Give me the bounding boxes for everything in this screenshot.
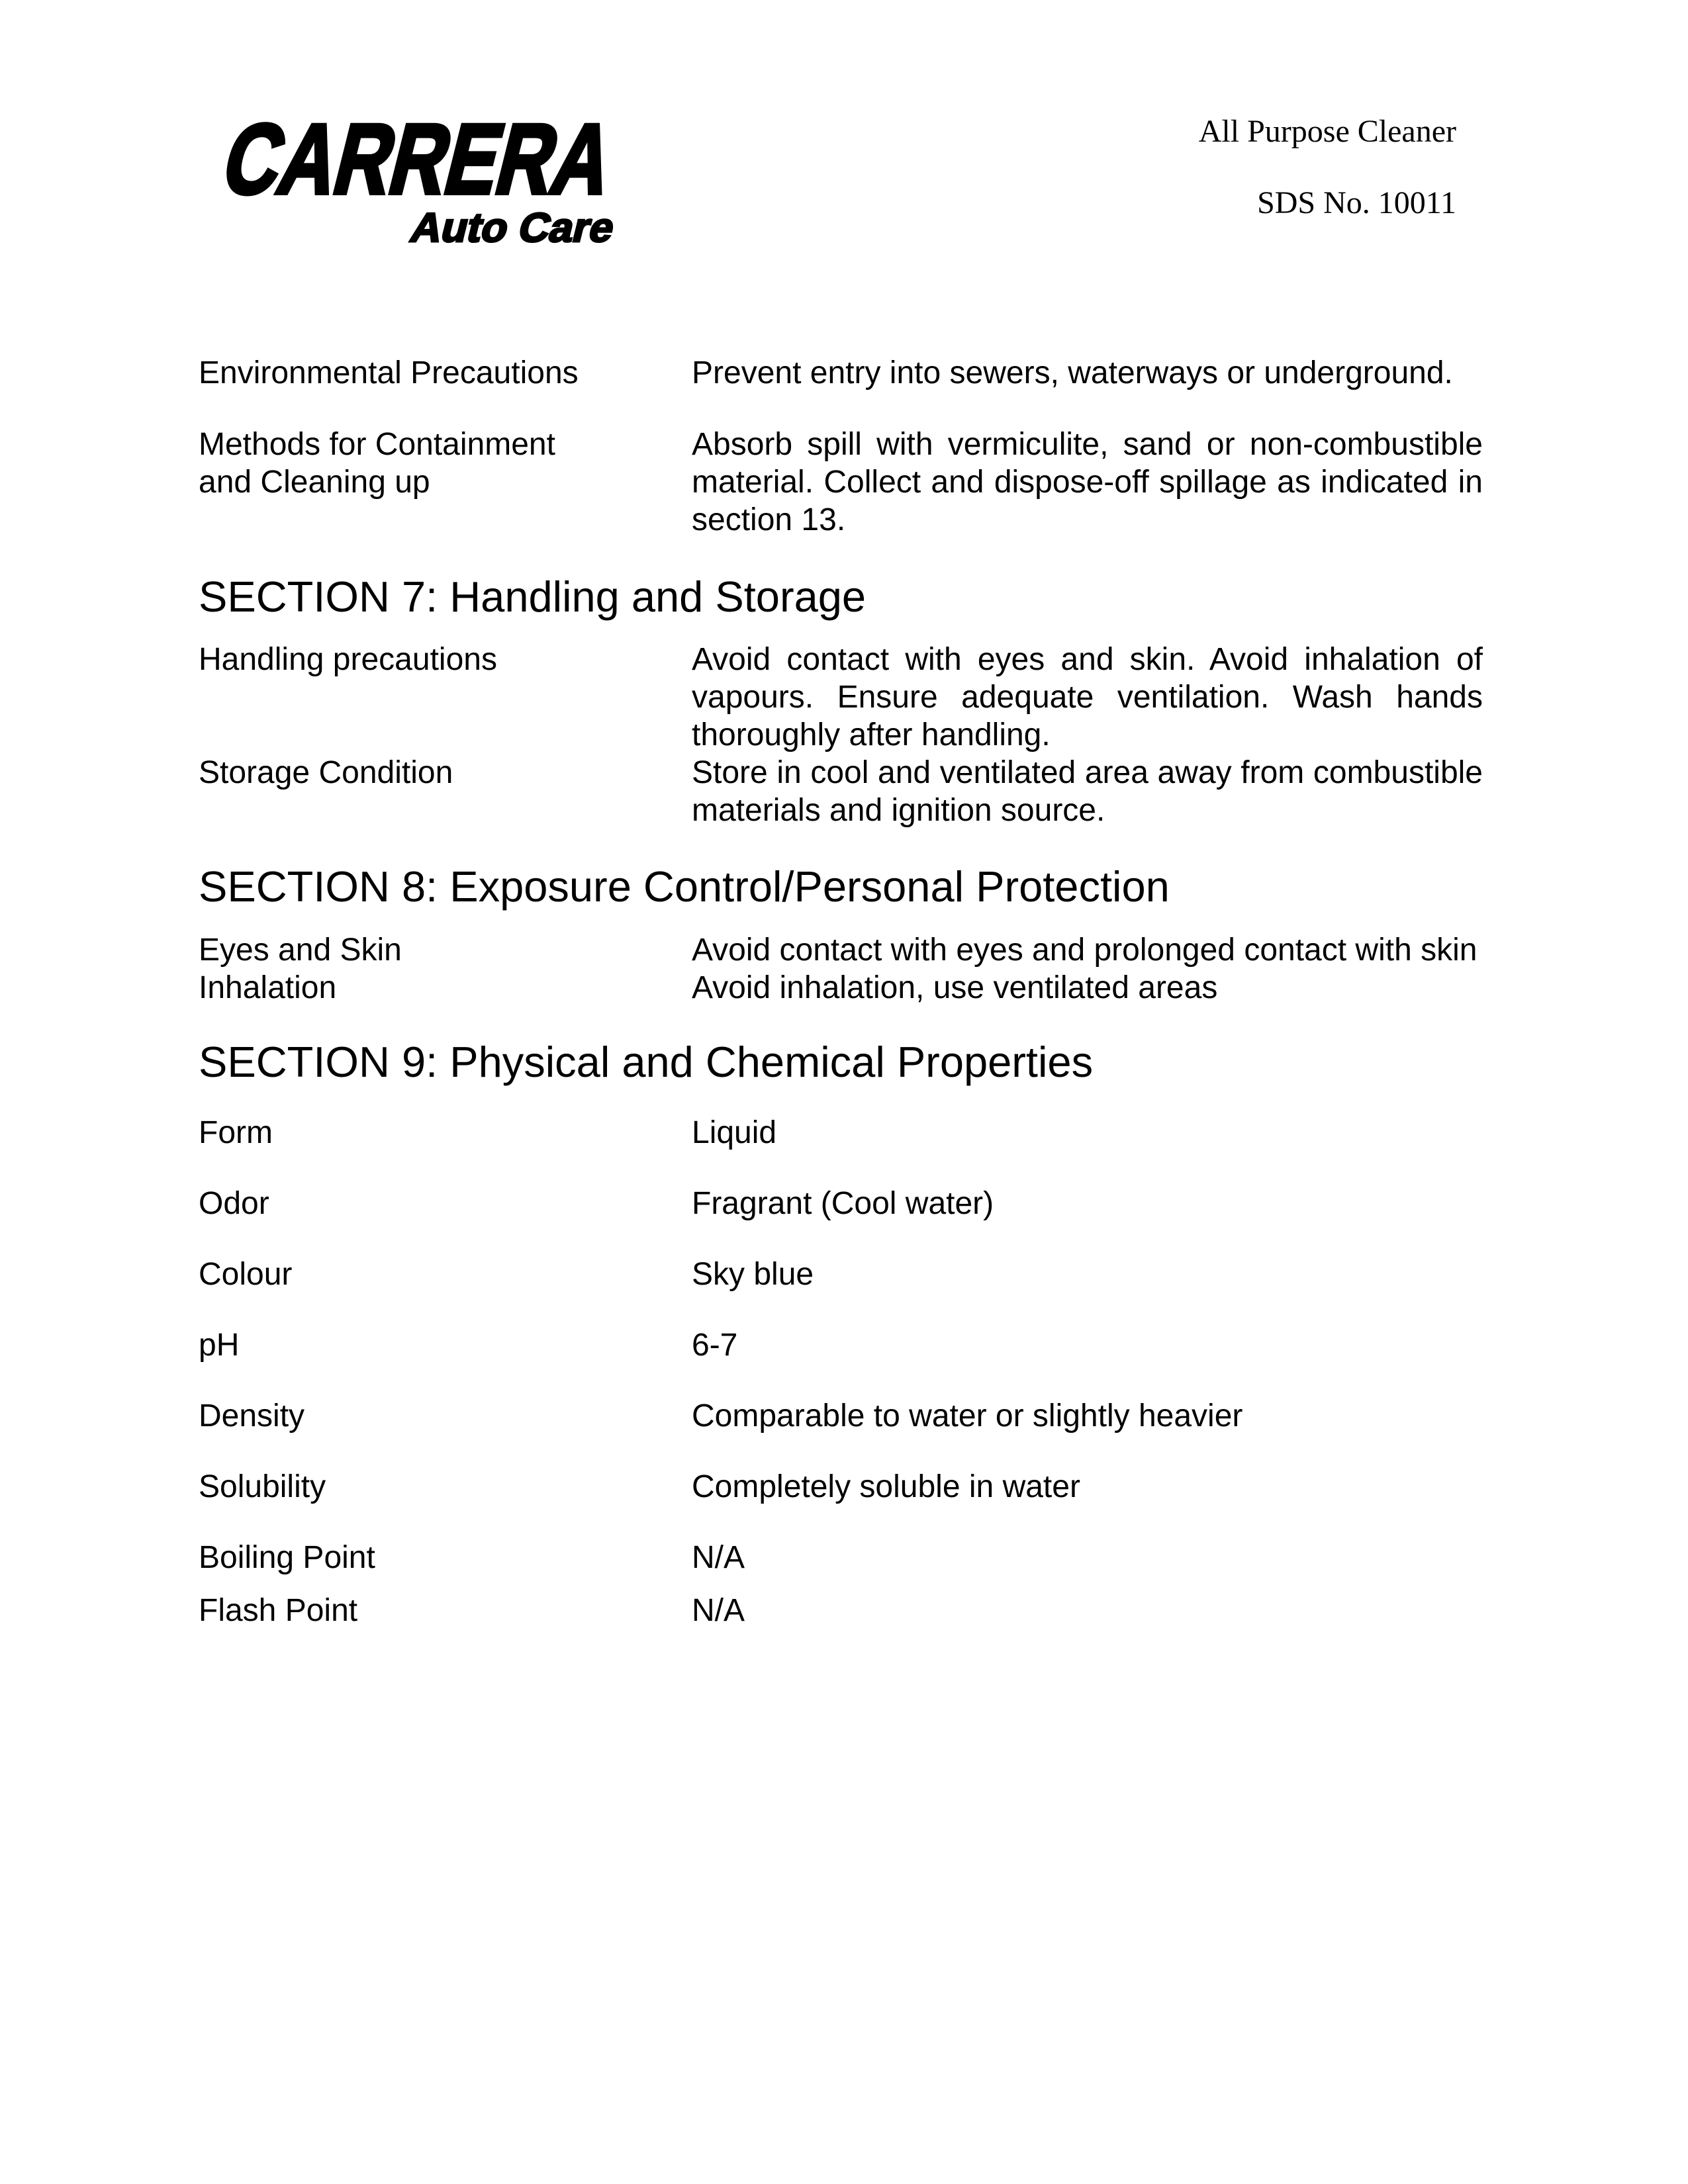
property-row-colour (199, 1255, 1483, 1293)
property-row-boiling-point (199, 1539, 1483, 1576)
field-value: Avoid contact with eyes and prolonged contact with skin (692, 933, 1477, 968)
field-label-line: and Cleaning up (199, 465, 430, 500)
property-value: Sky blue (692, 1257, 814, 1292)
logo-brand-text: CARRERA (212, 104, 737, 215)
field-label (199, 426, 692, 539)
field-row-eyes-and-skin (199, 931, 1483, 969)
property-value: Fragrant (Cool water) (692, 1186, 994, 1221)
property-value: N/A (692, 1540, 745, 1575)
section-9-title: SECTION 9: Physical and Chemical Properties (199, 1038, 1094, 1086)
property-row-flash-point (199, 1592, 1483, 1629)
property-label: Colour (199, 1257, 293, 1292)
section-7-title: SECTION 7: Handling and Storage (199, 572, 867, 621)
logo-tagline-text: Auto Care (406, 205, 614, 251)
property-row-density (199, 1397, 1483, 1435)
field-value: Absorb spill with vermiculite, sand or non-combustible material. Collect and dispose-off spillage as indicated in section 13. (692, 427, 1483, 537)
field-row-environmental-precautions (199, 354, 1483, 392)
property-value: 6-7 (692, 1328, 738, 1363)
property-value: Completely soluble in water (692, 1469, 1080, 1504)
property-label: Form (199, 1115, 273, 1150)
sds-number: SDS No. 10011 (1257, 185, 1456, 220)
field-value: Avoid contact with eyes and skin. Avoid inhalation of vapours. Ensure adequate ventilation. Wash hands thoroughly after handling. (692, 642, 1483, 752)
property-row-ph (199, 1326, 1483, 1364)
field-label: Handling precautions (199, 642, 497, 677)
field-value: Prevent entry into sewers, waterways or underground. (692, 355, 1453, 390)
field-row-storage-condition (199, 754, 1483, 829)
property-label: Flash Point (199, 1593, 358, 1628)
product-name: All Purpose Cleaner (1198, 114, 1456, 149)
sds-content (199, 354, 1483, 1629)
property-row-form (199, 1114, 1483, 1152)
field-label-line: Methods for Containment (199, 427, 555, 462)
property-label: Odor (199, 1186, 269, 1221)
field-label: Environmental Precautions (199, 355, 579, 390)
field-value: Store in cool and ventilated area away from combustible materials and ignition source. (692, 755, 1483, 828)
property-value: Comparable to water or slightly heavier (692, 1398, 1243, 1433)
property-value: N/A (692, 1593, 745, 1628)
field-row-inhalation (199, 969, 1483, 1007)
field-label: Storage Condition (199, 755, 453, 790)
document-meta (1199, 116, 1456, 219)
field-value: Avoid inhalation, use ventilated areas (692, 970, 1218, 1005)
property-row-solubility (199, 1468, 1483, 1506)
field-label: Eyes and Skin (199, 933, 402, 968)
carrera-auto-care-logo (212, 104, 737, 251)
property-row-odor (199, 1185, 1483, 1222)
property-label: Density (199, 1398, 305, 1433)
property-label: pH (199, 1328, 240, 1363)
field-row-handling-precautions (199, 641, 1483, 754)
property-label: Solubility (199, 1469, 326, 1504)
field-row-containment-methods (199, 426, 1483, 539)
field-label: Inhalation (199, 970, 337, 1005)
property-value: Liquid (692, 1115, 777, 1150)
section-8-title: SECTION 8: Exposure Control/Personal Protection (199, 862, 1170, 911)
property-label: Boiling Point (199, 1540, 375, 1575)
